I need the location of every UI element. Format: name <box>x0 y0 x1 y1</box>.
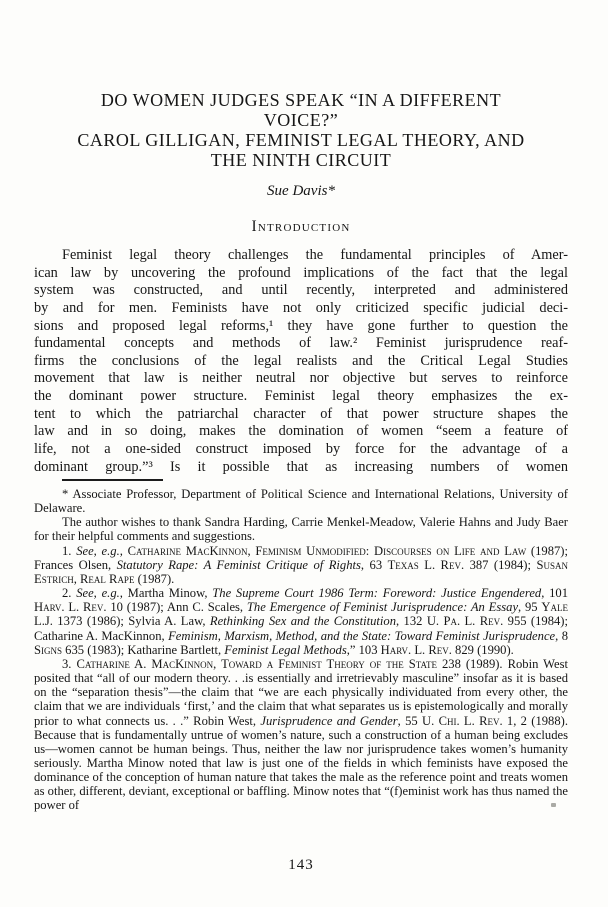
footnote-text-segment: Rethinking Sex and the Constitution <box>209 614 397 629</box>
footnote-text-segment: See, e.g., <box>76 543 128 558</box>
footnote-text-segment: , 95 <box>518 600 542 615</box>
footnote-text-segment: 10 (1987); Ann C. Scales, <box>106 600 247 615</box>
footnote-text-segment: 3. <box>62 656 77 671</box>
footnote-text-segment: 955 (1984); Catharine A. MacKinnon, <box>34 614 568 643</box>
footnote-text-segment: The author wishes to thank Sandra Harding, Carrie Menkel-Meadow, Valerie Hahns and Judy Baer for their helpful comments and suggestions. <box>34 515 568 544</box>
footnote-text-segment: ,” 103 <box>346 642 381 657</box>
footnote-text-segment: , 101 <box>541 586 568 601</box>
footnote-text-segment: 635 (1983); Katharine Bartlett, <box>62 642 225 657</box>
title-line: THE NINTH CIRCUIT <box>210 150 392 170</box>
footnote-text-segment: Feminism, Marxism, Method, and the State: Toward Feminist Jurisprudence <box>168 628 556 643</box>
author-byline: Sue Davis* <box>267 183 335 199</box>
footnote-separator-rule <box>62 479 163 481</box>
footnote-text-segment: 1. <box>62 543 77 558</box>
scan-artifact-speck <box>551 803 556 807</box>
footnote-3 <box>34 657 568 813</box>
footnote-text-segment: Harv. L. Rev. <box>380 642 452 657</box>
body-line: the dominant power structure. Feminist legal theory emphasizes the ex- <box>34 388 568 405</box>
footnote-text-segment: Catharine MacKinnon, Feminism Unmodified: Discourses on Life and Law <box>127 543 527 558</box>
footnote-text-segment: (1987). <box>134 571 175 586</box>
footnotes <box>34 487 568 813</box>
footnote-text-segment: U. Pa. L. Rev. <box>426 614 504 629</box>
footnote-1 <box>34 544 568 586</box>
article-title <box>34 90 568 170</box>
footnote-text-segment: , 55 <box>397 713 423 728</box>
footnote-text-segment: The Supreme Court 1986 Term: Foreword: Justice Engendered <box>212 586 542 601</box>
title-line: DO WOMEN JUDGES SPEAK “IN A DIFFERENT <box>100 90 502 110</box>
section-heading-introduction: Introduction <box>251 218 351 235</box>
footnote-text-segment: Signs <box>34 642 63 657</box>
footnote-text-segment: See, e.g., <box>76 586 128 601</box>
footnote-text-segment: Harv. L. Rev. <box>34 600 107 615</box>
body-line: movement that law is neither neutral nor objective but serves to reinforce <box>34 370 568 387</box>
body-line: firms the conclusions of the legal realists and the Critical Legal Studies <box>34 352 568 369</box>
body-line: by and for men. Feminists have not only criticized specific judicial deci- <box>34 299 568 316</box>
title-line: VOICE?” <box>263 110 339 130</box>
body-line: Feminist legal theory challenges the fundamental principles of Amer- <box>62 247 568 263</box>
footnote-text-segment: 2. <box>62 586 77 601</box>
footnote-text-segment: 1, 2 (1988). Because that is fundamentally untrue of women’s nature, such a construction of a human being excludes us—women cannot be human beings. Thus, neither the law nor jurisprudence takes women’s humanity seriously. Martha Minow noted that law is just one of the fields in which feminists have exposed the dominance of the conception of human nature that takes the male as the reference point and treats women as other, different, deviant, exceptional or baffling. Minow notes that “(f)eminist work has thus named the power of <box>34 713 568 813</box>
body-line: ican law by uncovering the profound implications of the fact that the legal <box>34 264 568 281</box>
body-line: fundamental concepts and methods of law.² Feminist jurisprudence reaf- <box>34 335 568 352</box>
footnote-text-segment: U. Chi. L. Rev. <box>422 713 503 728</box>
footnote-text-segment: Statutory Rape: A Feminist Critique of Rights <box>116 557 361 572</box>
body-line: life, not a one-sided construct imposed by force for the advantage of a <box>34 441 568 458</box>
footnote-text-segment: Yale L.J. <box>34 600 568 629</box>
footnote-text-segment: 829 (1990). <box>451 642 514 657</box>
footnote-text-segment: Jurisprudence and Gender <box>260 713 398 728</box>
footnote-text-segment: 1373 (1986); Sylvia A. Law, <box>52 614 210 629</box>
footnote-text-segment: * Associate Professor, Department of Political Science and International Relations, University of Delaware. <box>34 487 568 516</box>
footnote-text-segment: Feminist Legal Methods <box>224 642 347 657</box>
page-number: 143 <box>288 857 314 873</box>
acknowledgments-note <box>34 515 568 543</box>
footnote-text-segment: 387 (1984); <box>464 557 537 572</box>
footnote-text-segment: , 63 <box>360 557 388 572</box>
footnote-text-segment: Martha Minow, <box>127 586 213 601</box>
footnote-text-segment: , 8 <box>555 628 569 643</box>
footnote-text-segment: , 132 <box>396 614 427 629</box>
author-affiliation-note <box>34 487 568 515</box>
title-line: CAROL GILLIGAN, FEMINIST LEGAL THEORY, AND <box>77 130 525 150</box>
body-paragraph <box>34 247 568 476</box>
body-line: law and in so doing, makes the domination of women “seem a feature of <box>34 423 568 440</box>
footnote-2 <box>34 586 568 657</box>
footnote-text-segment: Susan Estrich, Real Rape <box>34 557 568 586</box>
body-line: tent to which the patriarchal character of that power structure shapes the <box>34 405 568 422</box>
body-line: sions and proposed legal reforms,¹ they have gone further to question the <box>34 317 568 334</box>
footnote-text-segment: Catharine A. MacKinnon, Toward a Feminist Theory of the State <box>76 656 437 671</box>
body-line: dominant group.”³ Is it possible that as increasing numbers of women <box>34 458 568 475</box>
footnote-text-segment: (1987); Frances Olsen, <box>34 543 568 572</box>
footnote-text-segment: The Emergence of Feminist Jurisprudence: An Essay <box>246 600 519 615</box>
footnote-text-segment: Texas L. Rev. <box>387 557 465 572</box>
body-line: system was constructed, and until recently, interpreted and administered <box>34 282 568 299</box>
footnote-text-segment: 238 (1989). Robin West posited that “all of our modern theory. . .is essentially and irretrievably masculine” insofar as it is based on the “separation thesis”—the claim that “we are each physically individuated from every other, the claim that we are individuals ‘first,’ and the claim that what separates us is epistemologically and morally prior to what connects us. . .” Robin West, <box>34 656 569 728</box>
